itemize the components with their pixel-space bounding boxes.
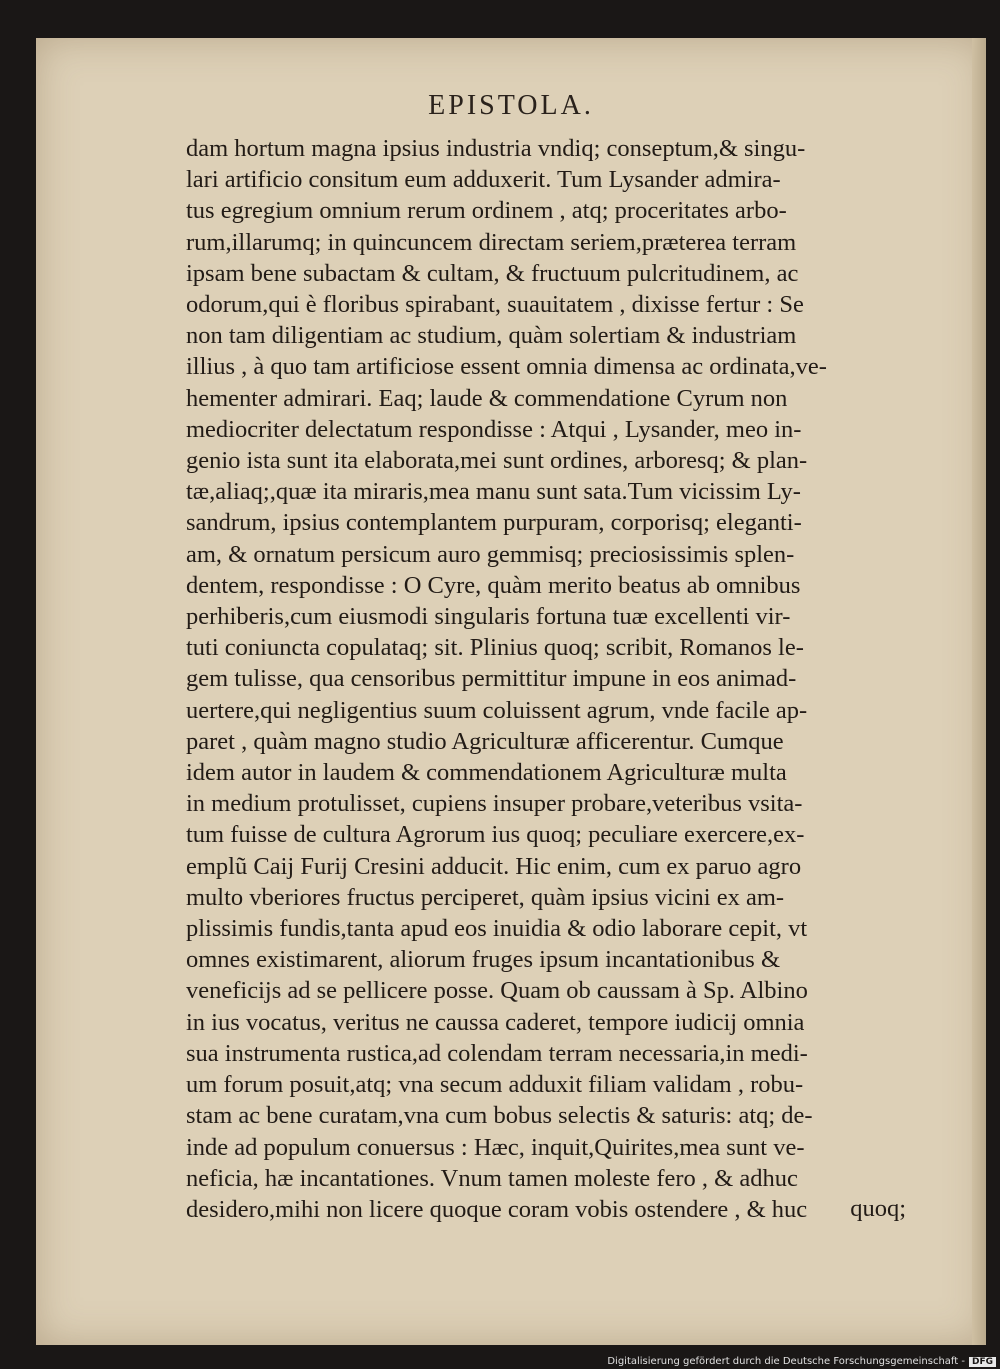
text-line: hementer admirari. Eaq; laude & commendatione Cyrum non	[186, 384, 788, 412]
text-line: idem autor in laudem & commendationem Agriculturæ multa	[186, 759, 787, 787]
text-line: tuti coniuncta copulataq; sit. Plinius quoq; scribit, Romanos le-	[186, 634, 804, 662]
text-line: uertere,qui negligentius suum coluissent agrum, vnde facile ap-	[186, 696, 808, 724]
text-line: veneficijs ad se pellicere posse. Quam ob caussam à Sp. Albino	[186, 977, 808, 1005]
text-line: desidero,mihi non licere quoque coram vobis ostendere , & huc	[186, 1195, 808, 1223]
text-line: rum,illarumq; in quincuncem directam seriem,præterea terram	[186, 228, 797, 256]
text-line: um forum posuit,atq; vna secum adduxit filiam validam , robu-	[186, 1071, 804, 1099]
text-line: sandrum, ipsius contemplantem purpuram, corporisq; eleganti-	[186, 509, 802, 537]
text-line: neficia, hæ incantationes. Vnum tamen moleste fero , & adhuc	[186, 1164, 798, 1192]
footer-text: Digitalisierung gefördert durch die Deutsche Forschungsgemeinschaft -	[607, 1356, 965, 1367]
text-line: odorum,qui è floribus spirabant, suauitatem , dixisse fertur : Se	[186, 291, 804, 319]
text-line: stam ac bene curatam,vna cum bobus selectis & saturis: atq; de-	[186, 1102, 813, 1130]
text-line: genio ista sunt ita elaborata,mei sunt ordines, arboresq; & plan-	[186, 447, 808, 475]
text-line: illius , à quo tam artificiose essent omnia dimensa ac ordinata,ve-	[186, 353, 827, 381]
catchword: quoq;	[850, 1195, 906, 1222]
text-line: tum fuisse de cultura Agrorum ius quoq; peculiare exercere,ex-	[186, 821, 805, 849]
text-line: in ius vocatus, veritus ne caussa caderet, tempore iudicij omnia	[186, 1008, 805, 1036]
text-line: emplũ Caij Furij Cresini adducit. Hic enim, cum ex paruo agro	[186, 852, 802, 880]
text-line: omnes existimarent, aliorum fruges ipsum incantationibus &	[186, 946, 781, 974]
text-line: tus egregium omnium rerum ordinem , atq; proceritates arbo-	[186, 197, 787, 225]
page-edge	[972, 38, 986, 1345]
text-block	[186, 133, 906, 1225]
text-line: sua instrumenta rustica,ad colendam terram necessaria,in medi-	[186, 1039, 808, 1067]
text-line: in medium protulisset, cupiens insuper probare,veteribus vsita-	[186, 790, 803, 818]
text-line: inde ad populum conuersus : Hæc, inquit,Quirites,mea sunt ve-	[186, 1133, 805, 1161]
text-line: ipsam bene subactam & cultam, & fructuum pulcritudinem, ac	[186, 259, 799, 287]
text-line: paret , quàm magno studio Agriculturæ afficerentur. Cumque	[186, 727, 784, 755]
text-line: non tam diligentiam ac studium, quàm solertiam & industriam	[186, 322, 797, 350]
text-line: gem tulisse, qua censoribus permittitur impune in eos animad-	[186, 665, 797, 693]
text-line: dam hortum magna ipsius industria vndiq; conseptum,& singu-	[186, 135, 806, 162]
text-line: multo vberiores fructus perciperet, quàm ipsius vicini ex am-	[186, 883, 785, 911]
running-head: EPISTOLA.	[428, 90, 594, 121]
text-line: am, & ornatum persicum auro gemmisq; preciosissimis splen-	[186, 540, 795, 568]
text-line: lari artificio consitum eum adduxerit. Tum Lysander admira-	[186, 166, 781, 194]
text-line: plissimis fundis,tanta apud eos inuidia & odio laborare cepit, vt	[186, 915, 808, 943]
dfg-logo: DFG	[969, 1357, 996, 1367]
text-line: tæ,aliaq;,quæ ita miraris,mea manu sunt sata.Tum vicissim Ly-	[186, 478, 801, 506]
book-page	[36, 38, 986, 1345]
text-line: dentem, respondisse : O Cyre, quàm merito beatus ab omnibus	[186, 571, 801, 599]
text-line: mediocriter delectatum respondisse : Atqui , Lysander, meo in-	[186, 415, 802, 443]
digitization-footer	[0, 1356, 996, 1367]
text-line: perhiberis,cum eiusmodi singularis fortuna tuæ excellenti vir-	[186, 603, 791, 631]
